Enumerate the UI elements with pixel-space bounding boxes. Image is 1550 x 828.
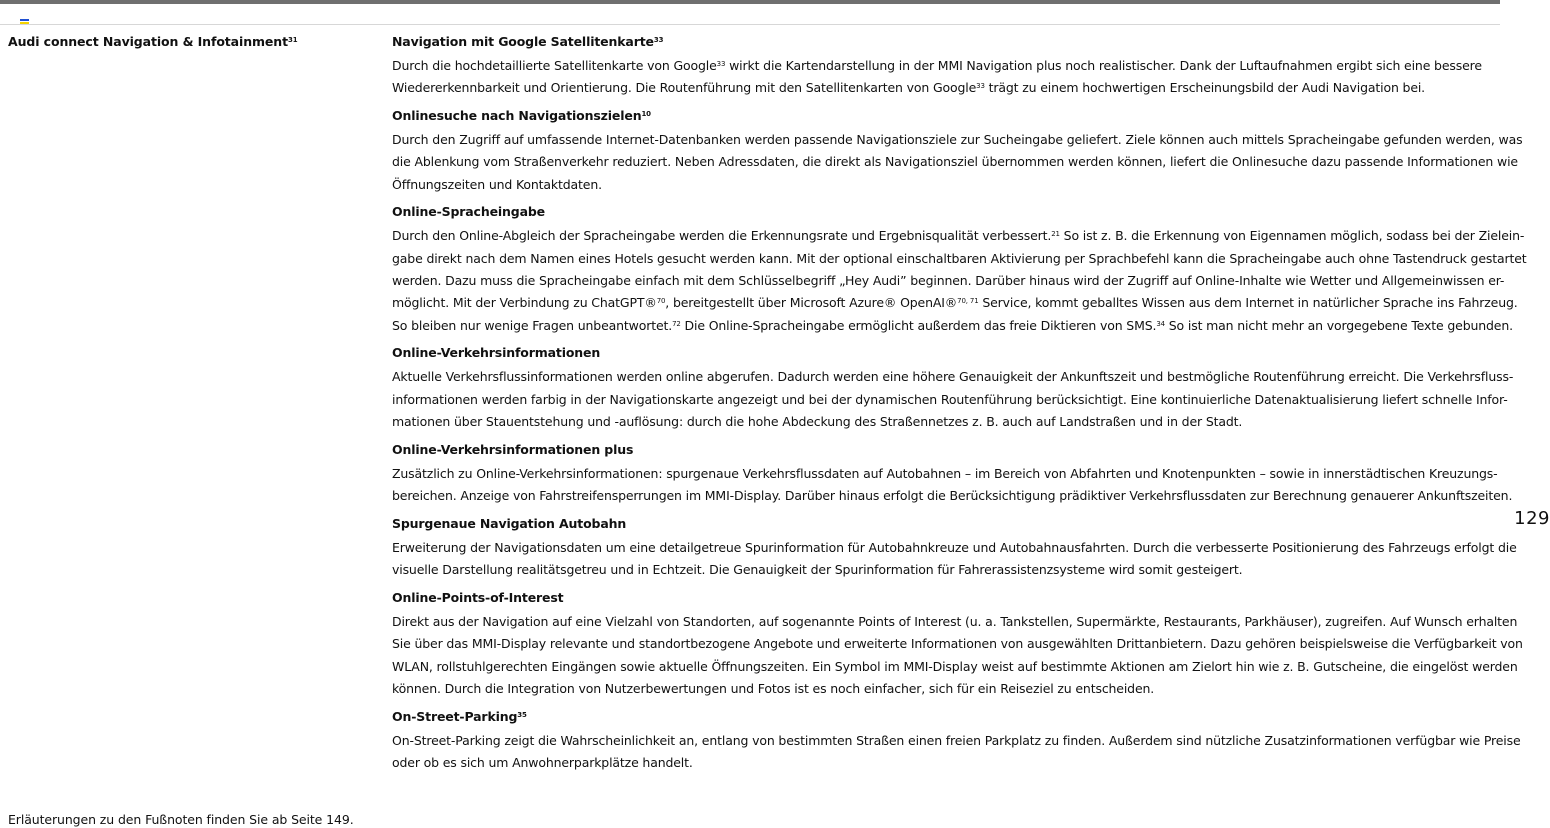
text-run: Zusätzlich zu Online-Verkehrsinformationen: spurgenaue Verkehrsflussdaten auf Autobahnen – im Bereich von Abfahrten und Knotenpunkten – sowie in innerstädtischen Kreuzungs-: [392, 465, 1498, 481]
top-divider: [0, 0, 1500, 4]
text-run: WLAN, rollstuhlgerechten Eingängen sowie aktuelle Öffnungszeiten. Ein Symbol im MMI-Display weist auf bestimmte Aktionen am Zielort hin wie z. B. Gutscheine, die eingelöst werden: [392, 658, 1518, 674]
footnote-marker: 33: [653, 36, 664, 44]
text-run: gabe direkt nach dem Namen eines Hotels gesucht werden kann. Mit der optional einschaltbaren Aktivierung per Sprachbefehl kann die Spracheingabe auch ohne Tastendruck gestartet: [392, 250, 1527, 266]
text-line: [392, 77, 1492, 99]
footnote-marker: 70, 71: [957, 297, 979, 306]
text-line: [392, 411, 1492, 433]
footnote-marker: 34: [1156, 319, 1165, 328]
page-number: 129: [1514, 508, 1550, 529]
text-run: Service, kommt geballtes Wissen aus dem Internet in natürlicher Sprache ins Fahrzeug.: [978, 295, 1518, 311]
text-line: [392, 537, 1517, 559]
text-line: [392, 151, 1518, 173]
text-run: Durch die hochdetaillierte Satellitenkarte von Google: [392, 58, 717, 73]
section: [392, 33, 1492, 100]
section: [392, 203, 1527, 336]
footnote-marker: 21: [1051, 230, 1060, 239]
section: [392, 107, 1523, 196]
content-column: [392, 33, 1527, 782]
footnote-marker: 35: [517, 710, 527, 719]
footnote-marker: 10: [641, 110, 651, 119]
section: [392, 708, 1521, 775]
text-line: [392, 55, 1492, 77]
text-line: [392, 559, 1492, 581]
section-heading-text: Online-Points-of-Interest: [392, 590, 564, 606]
section-heading: [392, 33, 1492, 50]
text-run: können. Durch die Integration von Nutzerbewertungen und Fotos ist es noch einfacher, sich für ein Reiseziel zu entscheiden.: [392, 680, 1155, 696]
text-run: informationen werden farbig in der Navigationskarte angezeigt und bei der dynamischen Routenführung berücksichtigt. Eine kontinuierliche Datenaktualisierung liefert schnelle Infor-: [392, 391, 1508, 407]
text-run: Öffnungszeiten und Kontaktdaten.: [392, 176, 602, 192]
sidebar-title: [8, 34, 298, 49]
section-heading: [392, 203, 1492, 220]
text-line: [392, 366, 1514, 388]
section-body: [392, 537, 1517, 582]
text-line: [392, 485, 1513, 507]
text-line: [392, 174, 1492, 196]
section-body: [392, 366, 1514, 433]
text-line: [392, 633, 1523, 655]
section-heading-text: Online-Verkehrsinformationen plus: [392, 441, 634, 457]
text-run: So ist z. B. die Erkennung von Eigennamen möglich, sodass bei der Zielein-: [1059, 228, 1525, 244]
text-run: Aktuelle Verkehrsflussinformationen werden online abgerufen. Dadurch werden eine höhere Genauigkeit der Ankunftszeit und bestmögliche Routenführung erreicht. Die Verkehrsfluss-: [392, 369, 1514, 385]
footnote-marker: 31: [287, 36, 298, 44]
text-run: , bereitgestellt über Microsoft Azure® OpenAI®: [665, 295, 958, 311]
text-line: [392, 752, 1492, 774]
text-line: [392, 270, 1505, 292]
header-rule: [0, 24, 1500, 25]
section: [392, 344, 1514, 433]
text-run: Wiedererkennbarkeit und Orientierung. Die Routenführung mit den Satellitenkarten von Google: [392, 80, 977, 96]
footnote-marker: 33: [716, 60, 726, 68]
section-heading: [392, 515, 1492, 532]
text-line: [392, 225, 1525, 247]
text-line: [392, 730, 1521, 752]
text-run: werden. Dazu muss die Spracheingabe einfach mit dem Schlüsselbegriff „Hey Audi” beginnen. Darüber hinaus wird der Zugriff auf Online-Inhalte wie Wetter und Allgemeinwissen er-: [392, 273, 1505, 289]
text-run: Durch den Online-Abgleich der Spracheingabe werden die Erkennungsrate und Ergebnisqualität verbessert.: [392, 228, 1052, 244]
section-heading: [392, 344, 1492, 361]
section-body: [392, 463, 1513, 508]
text-line: [392, 292, 1518, 314]
section-heading: [392, 441, 1492, 458]
text-run: visuelle Darstellung realitätsgetreu und in Echtzeit. Die Genauigkeit der Spurinformation für Fahrerassistenzsysteme wird somit gesteigert.: [392, 562, 1243, 578]
text-run: mationen über Stauentstehung und -auflösung: durch die hohe Abdeckung des Straßennetzes z. B. auch auf Landstraßen und in der Stadt.: [392, 414, 1243, 430]
text-run: Direkt aus der Navigation auf eine Vielzahl von Standorten, auf sogenannte Points of Interest (u. a. Tankstellen, Supermärkte, Restaurants, Parkhäuser), zugreifen. Auf Wunsch erhalten: [392, 614, 1518, 630]
section-body: [392, 55, 1492, 100]
text-line: [392, 463, 1498, 485]
text-line: [392, 389, 1508, 411]
section-body: [392, 730, 1521, 775]
text-run: Die Online-Spracheingabe ermöglicht außerdem das freie Diktieren von SMS.: [680, 317, 1157, 333]
footnote-marker: 72: [672, 319, 681, 328]
text-run: So bleiben nur wenige Fragen unbeantwortet.: [392, 317, 673, 333]
text-run: die Ablenkung vom Straßenverkehr reduziert. Neben Adressdaten, die direkt als Navigationsziel übernommen werden können, liefert die Onlinesuche dazu passende Informationen wie: [392, 154, 1518, 170]
section-heading-text: Online-Verkehrsinformationen: [392, 345, 601, 361]
section: [392, 589, 1523, 700]
section-heading: [392, 107, 1492, 124]
section: [392, 515, 1517, 582]
section-heading-text: Navigation mit Google Satellitenkarte: [392, 34, 654, 49]
text-run: bereichen. Anzeige von Fahrstreifensperrungen im MMI-Display. Darüber hinaus erfolgt die Berücksichtigung prädiktiver Verkehrsflussdaten zur Berechnung genauerer Ankunftszeiten.: [392, 488, 1513, 504]
section-heading-text: Onlinesuche nach Navigationszielen: [392, 108, 642, 124]
section-heading: [392, 708, 1492, 725]
section-heading: [392, 589, 1492, 606]
footnote-reference: Erläuterungen zu den Fußnoten finden Sie ab Seite 149.: [8, 812, 354, 827]
section-body: [392, 225, 1527, 336]
text-run: oder ob es sich um Anwohnerparkplätze handelt.: [392, 755, 693, 771]
text-run: On-Street-Parking zeigt die Wahrscheinlichkeit an, entlang von bestimmten Straßen einen freien Parkplatz zu finden. Außerdem sind nützliche Zusatzinformationen verfügbar wie Preise: [392, 732, 1521, 748]
section-heading-text: Online-Spracheingabe: [392, 204, 545, 220]
text-run: Erweiterung der Navigationsdaten um eine detailgetreue Spurinformation für Autobahnkreuze und Autobahnausfahrten. Durch die verbesserte Positionierung des Fahrzeugs erfolgt die: [392, 539, 1517, 555]
section-heading-text: On-Street-Parking: [392, 708, 518, 724]
section-body: [392, 129, 1523, 196]
section-body: [392, 611, 1523, 700]
text-line: [392, 656, 1518, 678]
text-line: [392, 129, 1523, 151]
text-run: wirkt die Kartendarstellung in der MMI Navigation plus noch realistischer. Dank der Luftaufnahmen ergibt sich eine bessere: [725, 58, 1482, 73]
text-run: So ist man nicht mehr an vorgegebene Texte gebunden.: [1164, 317, 1513, 333]
section-heading-text: Spurgenaue Navigation Autobahn: [392, 515, 627, 531]
text-line: [392, 248, 1527, 270]
flag-icon: [20, 19, 29, 25]
sidebar-title-text: Audi connect Navigation & Infotainment: [8, 34, 288, 49]
text-run: trägt zu einem hochwertigen Erscheinungsbild der Audi Navigation bei.: [984, 80, 1426, 96]
section: [392, 441, 1513, 508]
text-run: Durch den Zugriff auf umfassende Internet-Datenbanken werden passende Navigationsziele zur Sucheingabe geliefert. Ziele können auch mittels Spracheingabe gefunden werden, was: [392, 132, 1523, 148]
text-run: Sie über das MMI-Display relevante und standortbezogene Angebote und erweiterte Informationen von ausgewählten Drittanbietern. Dazu gehören beispielsweise die Verfügbarkeit von: [392, 636, 1523, 652]
footnote-marker: 70: [656, 297, 666, 306]
text-line: [392, 315, 1513, 337]
text-run: möglicht. Mit der Verbindung zu ChatGPT®: [392, 295, 657, 311]
text-line: [392, 678, 1492, 700]
footnote-marker: 33: [976, 82, 985, 91]
text-line: [392, 611, 1518, 633]
